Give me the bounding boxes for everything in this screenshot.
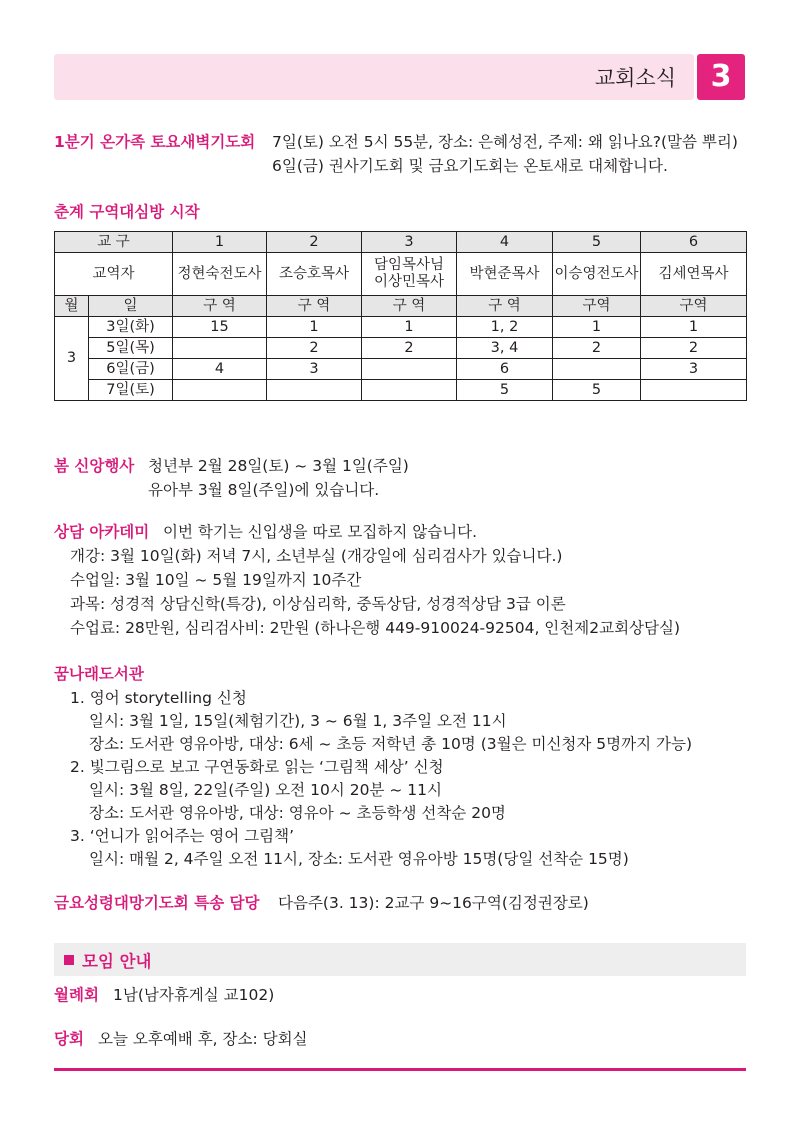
table-row	[55, 359, 747, 380]
area-cell: 1	[641, 317, 747, 338]
district-header-row	[55, 232, 747, 253]
district-number: 4	[457, 232, 553, 253]
day-cell: 6일(금)	[89, 359, 173, 380]
area-cell: 2	[362, 338, 457, 359]
area-cell: 4	[173, 359, 267, 380]
area-cell	[362, 380, 457, 401]
area-cell: 1	[267, 317, 362, 338]
library-item: 3. ‘언니가 읽어주는 영어 그림책’	[70, 827, 295, 845]
area-header: 구 역	[362, 296, 457, 317]
district-number: 2	[267, 232, 362, 253]
library-item: 1. 영어 storytelling 신청	[70, 689, 247, 707]
bottom-divider	[54, 1068, 746, 1071]
area-cell: 2	[553, 338, 641, 359]
area-header: 구역	[641, 296, 747, 317]
dawn-prayer-line-2: 6일(금) 권사기도회 및 금요기도회는 온토새로 대체합니다.	[272, 157, 668, 175]
area-header: 구 역	[267, 296, 362, 317]
spring-event-line-1: 청년부 2월 28일(토) ~ 3월 1일(주일)	[148, 457, 409, 475]
square-bullet-icon	[64, 955, 74, 965]
visitation-title: 춘계 구역대심방 시작	[54, 203, 200, 221]
area-cell	[267, 380, 362, 401]
library-detail: 장소: 도서관 영유아방, 대상: 6세 ~ 초등 저학년 총 10명 (3월은 미신청자 5명까지 가능)	[89, 735, 693, 753]
area-cell	[362, 359, 457, 380]
area-cell: 3	[641, 359, 747, 380]
area-cell: 15	[173, 317, 267, 338]
area-cell: 5	[553, 380, 641, 401]
area-header: 구 역	[457, 296, 553, 317]
district-number: 5	[553, 232, 641, 253]
pastor-name: 박현준목사	[457, 253, 553, 296]
friday-prayer-text: 다음주(3. 13): 2교구 9~16구역(김정권장로)	[278, 894, 589, 912]
pastor-name: 김세연목사	[641, 253, 747, 296]
dawn-prayer-line-1: 7일(토) 오전 5시 55분, 장소: 은혜성전, 주제: 왜 읽나요?(말씀 뿌리)	[272, 133, 738, 151]
table-row	[55, 380, 747, 401]
counseling-line: 개강: 3월 10일(화) 저녁 7시, 소년부실 (개강일에 심리검사가 있습니다.)	[70, 547, 563, 565]
pastor-name: 정현숙전도사	[173, 253, 267, 296]
district-number: 3	[362, 232, 457, 253]
spring-event-title: 봄 신앙행사	[54, 457, 135, 475]
area-cell: 6	[457, 359, 553, 380]
counseling-line: 수업료: 28만원, 심리검사비: 2만원 (하나은행 449-910024-92504, 인천제2교회상담실)	[70, 619, 681, 637]
pastor-row	[55, 253, 747, 296]
area-cell	[641, 380, 747, 401]
area-header-row	[55, 296, 747, 317]
day-cell: 7일(토)	[89, 380, 173, 401]
meetings-title: 모임 안내	[82, 952, 152, 971]
day-header: 일	[89, 296, 173, 317]
area-header: 구역	[553, 296, 641, 317]
day-cell: 5일(목)	[89, 338, 173, 359]
library-title: 꿈나래도서관	[54, 665, 144, 683]
area-cell: 1, 2	[457, 317, 553, 338]
district-number: 1	[173, 232, 267, 253]
pastor-header: 교역자	[55, 253, 173, 296]
visitation-schedule-table	[54, 231, 747, 401]
area-cell: 5	[457, 380, 553, 401]
table-row	[55, 338, 747, 359]
friday-prayer-title: 금요성령대망기도회 특송 담당	[54, 894, 260, 912]
meetings-header-bar	[54, 943, 746, 976]
month-header: 월	[55, 296, 89, 317]
spring-event-line-2: 유아부 3월 8일(주일)에 있습니다.	[148, 481, 380, 499]
area-cell	[173, 338, 267, 359]
district-number: 6	[641, 232, 747, 253]
counseling-line: 수업일: 3월 10일 ~ 5월 19일까지 10주간	[70, 571, 362, 589]
session-meeting-title: 당회	[54, 1030, 84, 1048]
section-title: 교회소식	[594, 66, 676, 90]
pastor-name: 이승영전도사	[553, 253, 641, 296]
counseling-title: 상담 아카데미	[54, 523, 150, 541]
library-detail: 장소: 도서관 영유아방, 대상: 영유아 ~ 초등학생 선착순 20명	[89, 804, 506, 822]
page-number-badge: 3	[697, 54, 745, 100]
area-cell	[553, 359, 641, 380]
month-cell: 3	[55, 317, 89, 401]
library-detail: 일시: 3월 1일, 15일(체험기간), 3 ~ 6월 1, 3주일 오전 11시	[89, 712, 507, 730]
counseling-intro: 이번 학기는 신입생을 따로 모집하지 않습니다.	[163, 523, 478, 541]
district-header: 교 구	[55, 232, 173, 253]
area-cell: 1	[362, 317, 457, 338]
library-item: 2. 빛그림으로 보고 구연동화로 읽는 ‘그림책 세상’ 신청	[70, 758, 444, 776]
table-row	[55, 317, 747, 338]
area-cell: 3	[267, 359, 362, 380]
dawn-prayer-title: 1분기 온가족 토요새벽기도회	[54, 133, 256, 151]
area-cell: 2	[267, 338, 362, 359]
monthly-meeting-title: 월례회	[54, 986, 99, 1004]
session-meeting-text: 오늘 오후예배 후, 장소: 당회실	[98, 1030, 308, 1048]
pastor-name: 조승호목사	[267, 253, 362, 296]
library-detail: 일시: 3월 8일, 22일(주일) 오전 10시 20분 ~ 11시	[89, 781, 442, 799]
monthly-meeting-text: 1남(남자휴게실 교102)	[113, 986, 275, 1004]
area-cell: 3, 4	[457, 338, 553, 359]
section-header-bar	[54, 54, 694, 100]
area-cell	[173, 380, 267, 401]
day-cell: 3일(화)	[89, 317, 173, 338]
counseling-line: 과목: 성경적 상담신학(특강), 이상심리학, 중독상담, 성경적상담 3급 이론	[70, 595, 566, 613]
pastor-name: 담임목사님 이상민목사	[362, 253, 457, 296]
library-detail: 일시: 매월 2, 4주일 오전 11시, 장소: 도서관 영유아방 15명(당일 선착순 15명)	[89, 850, 629, 868]
area-cell: 1	[553, 317, 641, 338]
area-cell: 2	[641, 338, 747, 359]
area-header: 구 역	[173, 296, 267, 317]
